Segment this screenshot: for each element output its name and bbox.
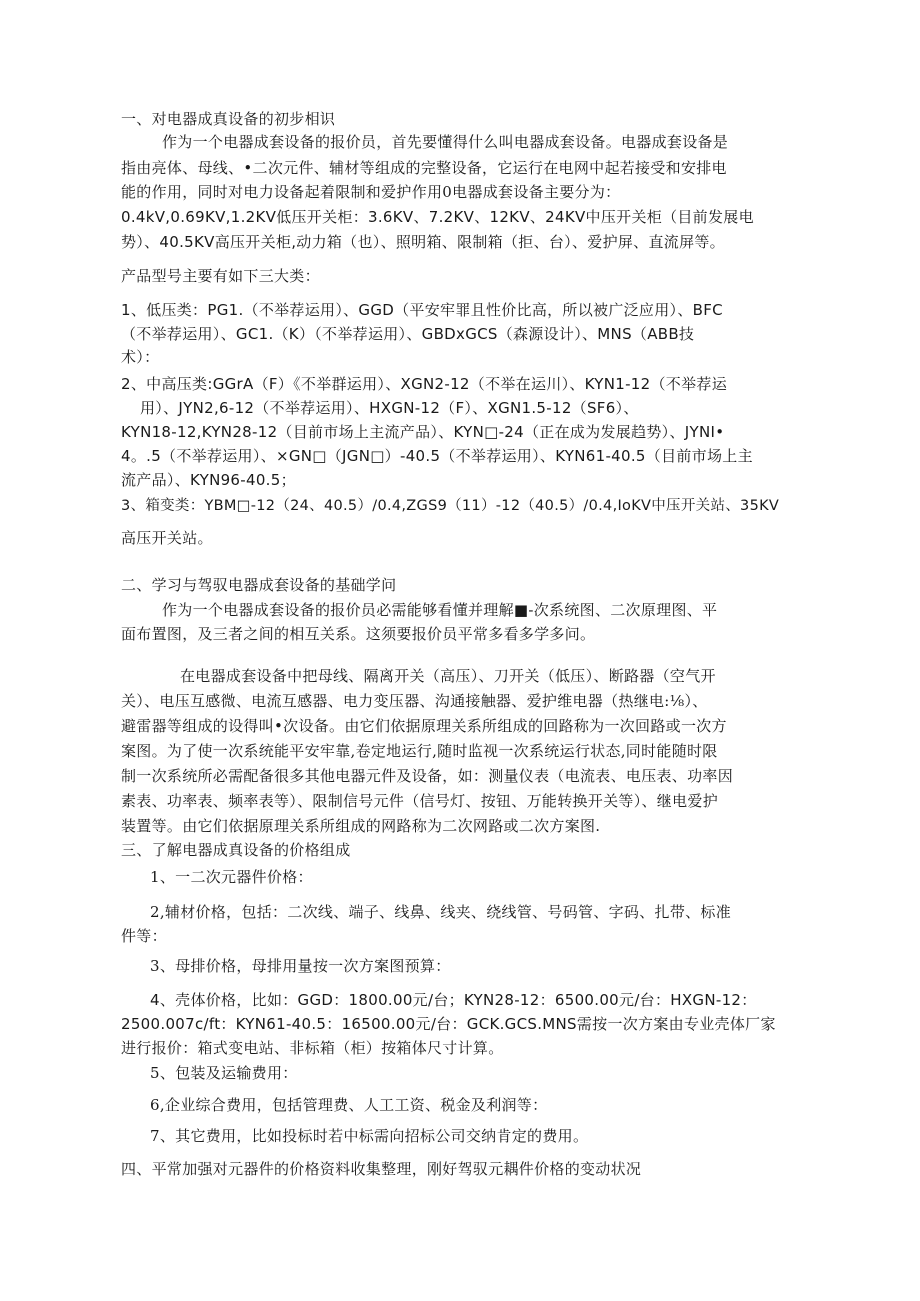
s1-item3-line-2: 高压开关站。 [121, 529, 213, 547]
s2-p2-line-1: 在电器成套设备中把母线、隔离开关（高压）、刀开关（低压）、断路器（空气开 [180, 667, 716, 685]
section-3-heading: 三、了解电器成真设备的价格组成 [121, 841, 351, 859]
s3-item3: 3、母排价格，母排用量按一次方案图预算： [150, 957, 451, 975]
s1-p1-line-2: 指由亮体、母线、•二次元件、辅材等组成的完整设备，它运行在电网中起若接受和安排电 [121, 159, 727, 177]
s3-item7: 7、其它费用，比如投标时若中标需向招标公司交纳肯定的费用。 [150, 1127, 589, 1145]
s3-item5: 5、包装及运输费用： [150, 1064, 298, 1082]
s2-p2-line-7: 装置等。由它们依据原理关系所组成的网路称为二次网路或二次方案图. [121, 817, 601, 835]
s2-p2-line-2: 关）、电压互感微、电流互感器、电力变压器、沟通接触器、爱护维电器（热继电:⅛）、 [121, 692, 708, 710]
s3-item4-line-1: 4、壳体价格，比如：GGD：1800.00元/台；KYN28-12：6500.00元/台：HXGN-12： [150, 991, 757, 1009]
s1-item2-line-5: 流产品）、KYN96-40.5； [121, 471, 296, 489]
s1-item2-line-1: 2、中高压类:GGrA（F）《不举群运用）、XGN2-12（不举在运川）、KYN1-12（不举荐运 [121, 375, 727, 393]
s3-item4-line-2: 2500.007c/ft：KYN61-40.5：16500.00元/台：GCK.GCS.MNS需按一次方案由专业壳体厂家 [121, 1015, 776, 1033]
s1-item1-line-1: 1、低压类：PG1.（不举荐运用）、GGD（平安牢罪且性价比高，所以被广泛应用）、BFC [121, 301, 723, 319]
s1-item1-line-3: 术）： [121, 348, 160, 366]
s2-p2-line-5: 制一次系统所必需配备很多其他电器元件及设备，如：测量仪表（电流表、电压表、功率因 [121, 767, 734, 785]
s1-item2-line-3: KYN18-12,KYN28-12（目前市场上主流产品）、KYN□-24（正在成为发展趋势）、JYNI• [121, 423, 725, 441]
s1-product-types-intro: 产品型号主要有如下三大类： [121, 267, 320, 285]
s2-p1-line-2: 面布置图，及三者之间的相互关系。这须要报价员平常多看多学多问。 [121, 625, 596, 643]
s2-p2-line-6: 素表、功率表、频率表等）、限制信号元件（信号灯、按钮、万能转换开关等）、继电爱护 [121, 792, 719, 810]
s1-item3-line-1: 3、箱变类：YBM□-12（24、40.5）/0.4,ZGS9（11）-12（40.5）/0.4,IoKV中压开关站、35KV [121, 498, 780, 514]
section-1-heading: 一、对电器成真设备的初步相识 [121, 110, 336, 128]
s1-item2-line-2: 用）、JYN2,6-12（不举荐运用）、HXGN-12（F）、XGN1.5-12（SF6）、 [140, 399, 639, 417]
s3-item1: 1、一二次元器件价格： [150, 868, 313, 886]
s1-p1-line-1: 作为一个电器成套设备的报价员，首先要懂得什么叫电器成套设备。电器成套设备是 [162, 133, 729, 151]
s1-p1-line-5: 势）、40.5KV高压开关柜,动力箱（也）、照明箱、限制箱（拒、台）、爱护屏、直流屏等。 [121, 233, 725, 251]
s2-p2-line-3: 避雷器等组成的设得叫•次设备。由它们依据原理关系所组成的回路称为一次回路或一次方 [121, 717, 727, 735]
s3-item2-line-1: 2,辅材价格，包括：二次线、端子、线鼻、线夹、绕线管、号码管、字码、扎带、标准 [150, 903, 732, 921]
section-4-heading: 四、平常加强对元器件的价格资料收集整理，刚好驾驭元耦件价格的变动状况 [121, 1160, 642, 1178]
s3-item6: 6,企业综合费用，包括管理费、人工工资、税金及利润等： [150, 1096, 548, 1114]
section-2-heading: 二、学习与驾驭电器成套设备的基础学问 [121, 576, 397, 594]
s2-p2-line-4: 案图。为了使一次系统能平安牢靠,卷定地运行,随时监视一次系统运行状态,同时能随时限 [121, 742, 718, 760]
s1-item1-line-2: （不举荐运用）、GC1.（K）（不举荐运用）、GBDxGCS（森源设计）、MNS（ABB技 [121, 325, 695, 343]
s1-p1-line-3: 能的作用，同时对电力设备起着限制和爱护作用0电器成套设备主要分为： [121, 183, 621, 201]
s3-item4-line-3: 进行报价：箱式变电站、非标箱（柜）按箱体尺寸计算。 [121, 1039, 504, 1057]
s1-p1-line-4: 0.4kV,0.69KV,1.2KV低压开关柜：3.6KV、7.2KV、12KV、24KV中压开关柜（目前发展电 [121, 208, 754, 226]
s3-item2-line-2: 件等： [121, 927, 167, 945]
s1-item2-line-4: 4。.5（不举荐运用）、×GN□（JGN□）-40.5（不举荐运用）、KYN61-40.5（目前市场上主 [121, 447, 753, 465]
s2-p1-line-1: 作为一个电器成套设备的报价员必需能够看懂并理解■-次系统图、二次原理图、平 [162, 601, 718, 619]
